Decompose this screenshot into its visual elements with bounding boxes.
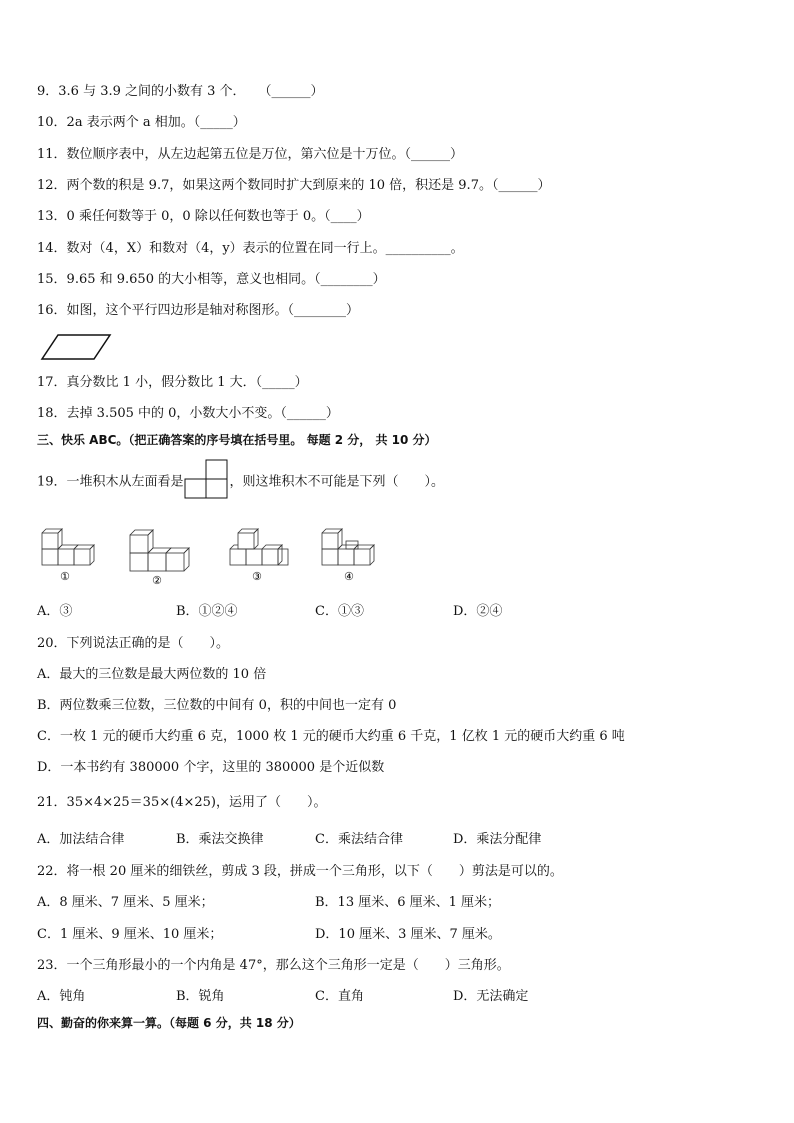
question-11: 11．数位顺序表中，从左边起第五位是万位，第六位是十万位。（______） [37, 147, 464, 162]
question-9: 9．3.6 与 3.9 之间的小数有 3 个． （______） [37, 84, 324, 99]
question-23-stem: 23．一个三角形最小的一个内角是 47°，那么这个三角形一定是（ ）三角形。 [37, 958, 510, 973]
figure-label-1: ① [60, 570, 70, 583]
question-23-options [37, 988, 794, 1006]
option-d[interactable]: D．无法确定 [453, 989, 529, 1004]
question-15: 15．9.65 和 9.650 的大小相等，意义也相同。（________） [37, 272, 386, 287]
block-figure-4 [318, 528, 386, 584]
section-4-title: 四、勤奋的你来算一算。（每题 6 分，共 18 分） [37, 1016, 301, 1030]
question-22-options-row-2 [37, 926, 794, 944]
option-a[interactable]: A．钝角 [37, 989, 86, 1004]
question-12: 12．两个数的积是 9.7，如果这两个数同时扩大到原来的 10 倍，积还是 9.7。（______） [37, 178, 551, 193]
question-21-stem: 21．35×4×25＝35×(4×25)，运用了（ ）。 [37, 795, 327, 810]
question-16: 16．如图，这个平行四边形是轴对称图形。（________） [37, 303, 360, 318]
option-b[interactable]: B．13 厘米、6 厘米、1 厘米； [315, 895, 501, 910]
question-21-options [37, 831, 794, 849]
question-22-stem: 22．将一根 20 厘米的细铁丝，剪成 3 段，拼成一个三角形，以下（ ）剪法是可以的。 [37, 864, 563, 879]
option-d[interactable]: D．乘法分配律 [453, 832, 542, 847]
parallelogram-figure [40, 333, 112, 361]
question-19-stem [37, 473, 444, 492]
question-20-option-a[interactable]: A．最大的三位数是最大两位数的 10 倍 [37, 667, 267, 682]
option-b[interactable]: B．锐角 [176, 989, 225, 1004]
question-13: 13．0 乘任何数等于 0，0 除以任何数也等于 0。（____） [37, 209, 370, 224]
question-10: 10．2a 表示两个 a 相加。（_____） [37, 115, 246, 130]
figure-label-4: ④ [344, 570, 354, 583]
question-18: 18．去掉 3.505 中的 0，小数大小不变。（______） [37, 406, 339, 421]
question-22-options-row-1 [37, 894, 794, 912]
question-20-option-d[interactable]: D．一本书约有 380000 个字，这里的 380000 是个近似数 [37, 760, 385, 775]
option-a[interactable]: A．8 厘米、7 厘米、5 厘米； [37, 895, 214, 910]
question-19-options [37, 603, 794, 621]
option-c[interactable]: C．乘法结合律 [315, 832, 403, 847]
option-c[interactable]: C．直角 [315, 989, 364, 1004]
option-c[interactable]: C．1 厘米、9 厘米、10 厘米； [37, 927, 223, 942]
figure-label-2: ② [152, 574, 162, 586]
block-figure-1 [40, 528, 100, 584]
question-14: 14．数对（4，X）和数对（4，y）表示的位置在同一行上。__________。 [37, 241, 464, 256]
option-b[interactable]: B．乘法交换律 [176, 832, 264, 847]
question-20-stem: 20．下列说法正确的是（ ）。 [37, 636, 230, 651]
question-17: 17．真分数比 1 小，假分数比 1 大．（_____） [37, 375, 308, 390]
option-d[interactable]: D．10 厘米、3 厘米、7 厘米。 [315, 927, 501, 942]
option-a[interactable]: A．加法结合律 [37, 832, 125, 847]
block-figure-3 [228, 528, 294, 584]
question-19-stem-before: 19．一堆积木从左面看是 [37, 474, 184, 490]
option-c[interactable]: C．①③ [315, 604, 364, 619]
option-a[interactable]: A．③ [37, 604, 73, 619]
question-20-option-c[interactable]: C．一枚 1 元的硬币大约重 6 克，1000 枚 1 元的硬币大约重 6 千克，1 亿枚 1 元的硬币大约重 6 吨 [37, 729, 625, 744]
block-figure-2 [128, 528, 198, 586]
question-20-option-b[interactable]: B．两位数乘三位数，三位数的中间有 0，积的中间也一定有 0 [37, 698, 397, 713]
question-19-stem-after: ，则这堆积木不可能是下列（ ）。 [229, 474, 445, 490]
left-view-figure [184, 473, 230, 491]
figure-label-3: ③ [252, 570, 262, 583]
section-3-title: 三、快乐 ABC。（把正确答案的序号填在括号里。 每题 2 分， 共 10 分） [37, 433, 437, 447]
option-d[interactable]: D．②④ [453, 604, 503, 619]
option-b[interactable]: B．①②④ [176, 604, 238, 619]
